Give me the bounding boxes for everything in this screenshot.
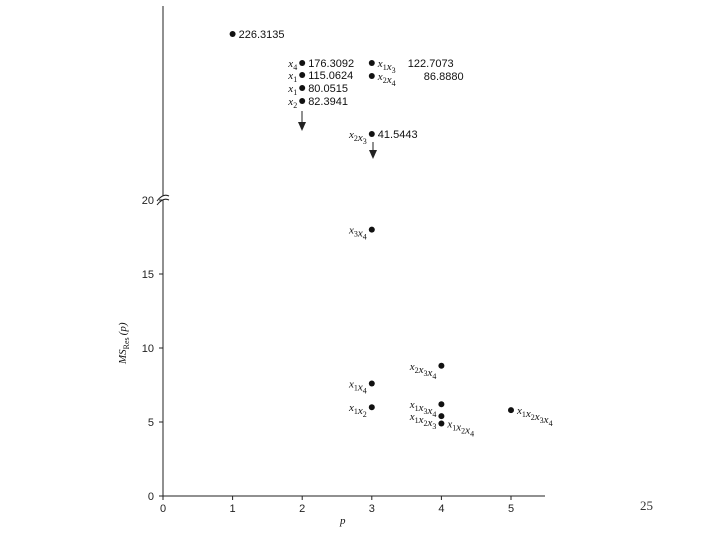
- point-marker: [230, 31, 236, 37]
- point-label: $x_1$: [288, 70, 298, 84]
- point-value-label: 86.8880: [423, 71, 464, 83]
- data-point: [348, 225, 375, 242]
- data-point: [369, 71, 464, 88]
- point-label: $x_1x_3x_4$: [409, 399, 437, 420]
- y-ticks: [142, 195, 163, 503]
- x-tick-label: 0: [159, 503, 167, 515]
- data-point: [287, 83, 348, 97]
- point-value-label: 226.3135: [238, 29, 285, 41]
- arrow-head-p3: [369, 150, 377, 159]
- point-label: $x_2x_3$: [349, 129, 367, 146]
- point-label: $x_1x_3$: [377, 58, 396, 75]
- data-points: [230, 29, 553, 438]
- point-marker: [299, 72, 305, 78]
- point-value-label: 115.0624: [308, 70, 354, 82]
- data-point: [409, 361, 445, 381]
- point-marker: [369, 404, 375, 410]
- point-label: $x_1$: [288, 83, 298, 97]
- point-marker: [438, 401, 444, 407]
- point-value-label: 82.3941: [308, 96, 348, 108]
- y-tick-label: 15: [141, 269, 154, 281]
- point-marker: [369, 131, 375, 137]
- point-label: $x_3x_4$: [349, 224, 367, 242]
- data-point: [287, 70, 353, 84]
- x-tick-label: 4: [438, 503, 445, 515]
- y-tick-label: 0: [147, 491, 154, 503]
- data-point: [287, 96, 348, 110]
- y-tick-label: 10: [141, 343, 154, 355]
- point-label: $x_2x_3x_4$: [409, 360, 437, 381]
- y-axis-label: [117, 322, 131, 365]
- x-tick-label: 3: [368, 503, 375, 515]
- point-marker: [369, 227, 375, 233]
- y-axis-label-arg: (p): [117, 322, 129, 336]
- point-marker: [508, 407, 514, 413]
- point-marker: [438, 413, 444, 419]
- point-marker: [299, 60, 305, 66]
- slide-number: 25: [640, 498, 653, 513]
- point-value-label: 80.0515: [308, 83, 348, 95]
- point-label: $x_2$: [288, 96, 298, 110]
- data-point: [508, 405, 553, 428]
- point-marker: [438, 420, 444, 426]
- point-value-label: 176.3092: [308, 58, 355, 70]
- data-point: [348, 402, 375, 419]
- x-ticks: [160, 496, 514, 515]
- point-marker: [438, 363, 444, 369]
- point-label: $x_1x_2x_3$: [409, 411, 437, 432]
- point-label: $x_2x_4$: [377, 71, 396, 88]
- x-tick-label: 2: [299, 503, 306, 515]
- point-label: $x_1x_2$: [349, 402, 367, 420]
- data-point: [348, 379, 375, 396]
- point-marker: [369, 73, 375, 79]
- point-label: $x_1x_2x_3x_4$: [517, 405, 553, 429]
- data-point: [438, 418, 474, 438]
- x-tick-label: 5: [507, 503, 515, 515]
- point-label: $x_1x_2x_4$: [447, 418, 475, 439]
- arrows: [298, 111, 377, 159]
- y-axis-label-main: MS: [117, 349, 129, 364]
- point-marker: [369, 60, 375, 66]
- y-tick-label: 20: [141, 195, 154, 207]
- point-marker: [369, 381, 375, 387]
- point-value-label: 41.5443: [377, 129, 418, 141]
- y-axis-label-sub: Res: [122, 337, 131, 350]
- svg-text:MSRes(p): [117, 322, 131, 365]
- data-point: [230, 29, 285, 41]
- point-marker: [299, 85, 305, 91]
- x-tick-label: 1: [229, 503, 236, 515]
- point-marker: [299, 98, 305, 104]
- point-label: $x_1x_4$: [349, 378, 367, 396]
- point-value-label: 122.7073: [407, 58, 454, 70]
- x-axis-label: p: [340, 515, 346, 527]
- arrow-head-p2: [298, 122, 306, 131]
- y-tick-label: 5: [147, 417, 154, 429]
- point-label: $x_4$: [288, 58, 298, 72]
- data-point: [348, 129, 418, 146]
